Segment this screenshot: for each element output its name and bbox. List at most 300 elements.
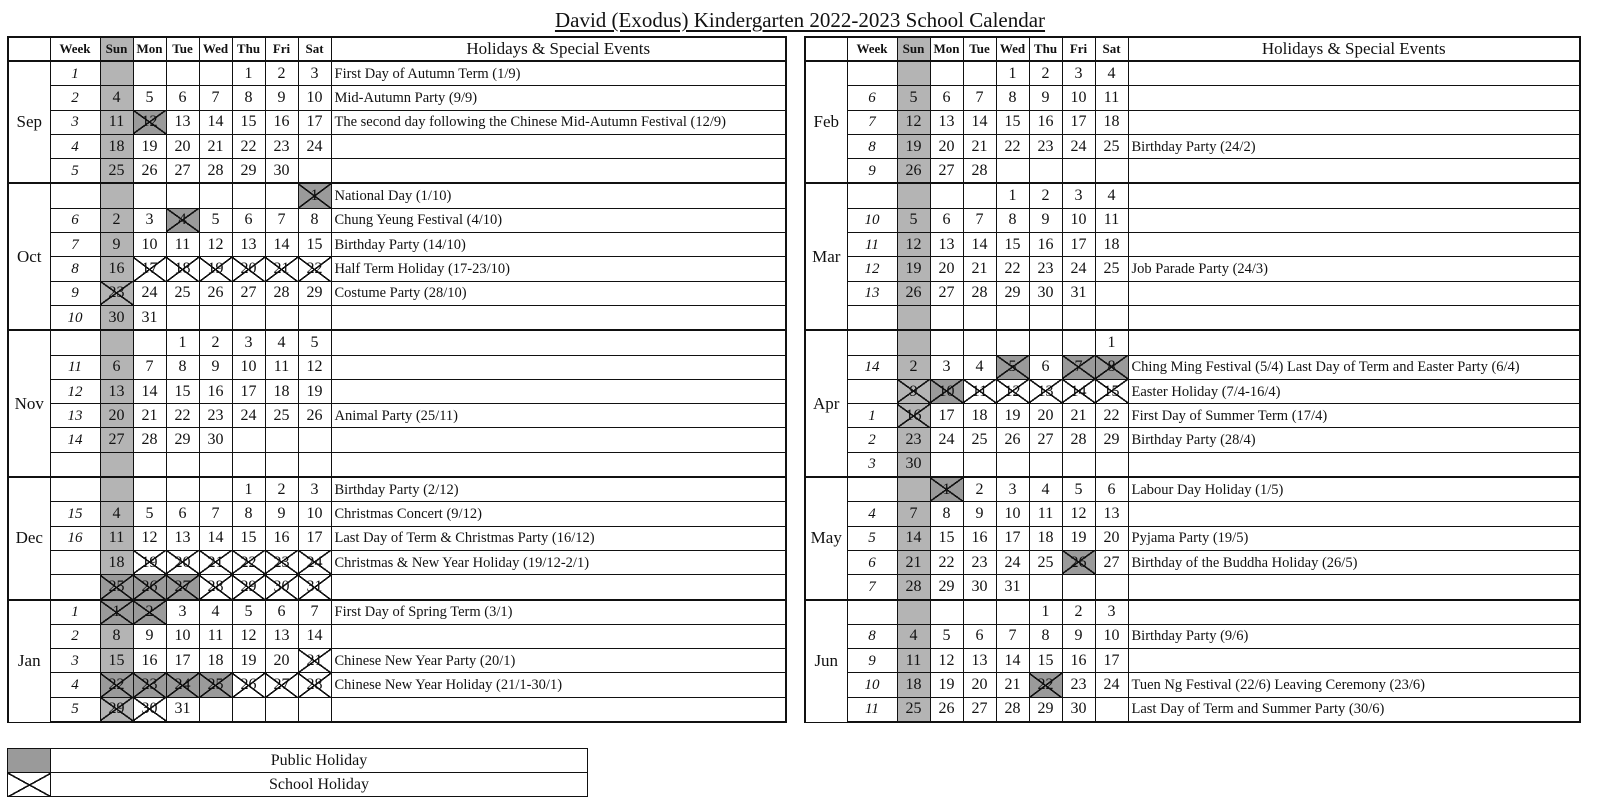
header-day-sat: Sat	[1095, 37, 1128, 61]
day-cell: 20	[100, 404, 133, 428]
day-cell: 9	[265, 86, 298, 110]
day-cell-public-holiday: 22	[100, 673, 133, 697]
day-cell-public-holiday: 1	[930, 477, 963, 502]
day-cell: 16	[963, 526, 996, 550]
empty-day-cell	[298, 305, 331, 330]
empty-day-cell	[100, 452, 133, 477]
empty-day-cell	[930, 183, 963, 208]
day-cell: 5	[897, 86, 930, 110]
day-cell: 6	[1029, 355, 1062, 379]
empty-day-cell	[133, 330, 166, 355]
day-cell: 12	[1062, 502, 1095, 526]
week-row	[805, 649, 1580, 673]
day-cell: 17	[1062, 233, 1095, 257]
event-text	[331, 624, 786, 648]
event-text: First Day of Summer Term (17/4)	[1128, 404, 1580, 428]
day-cell: 7	[298, 600, 331, 625]
empty-day-cell	[166, 61, 199, 86]
week-number	[847, 600, 897, 625]
day-cell-public-holiday: 4	[166, 208, 199, 232]
week-row	[805, 330, 1580, 355]
day-cell: 27	[166, 159, 199, 184]
day-cell: 18	[897, 673, 930, 697]
week-row	[8, 281, 786, 305]
day-cell: 2	[1029, 61, 1062, 86]
day-cell-school-holiday: 26	[232, 673, 265, 697]
day-cell: 22	[166, 404, 199, 428]
day-cell: 8	[232, 502, 265, 526]
header-week: Week	[50, 37, 100, 61]
event-text: Christmas & New Year Holiday (19/12-2/1)	[331, 550, 786, 574]
week-number: 2	[50, 86, 100, 110]
empty-day-cell	[166, 183, 199, 208]
day-cell: 2	[963, 477, 996, 502]
week-row	[805, 379, 1580, 403]
week-row	[805, 355, 1580, 379]
week-number: 14	[847, 355, 897, 379]
day-cell: 9	[1029, 208, 1062, 232]
empty-day-cell	[100, 477, 133, 502]
empty-day-cell	[265, 697, 298, 722]
week-row	[805, 526, 1580, 550]
day-cell: 27	[100, 428, 133, 452]
week-row	[805, 233, 1580, 257]
week-number	[847, 477, 897, 502]
week-number	[847, 61, 897, 86]
day-cell: 3	[133, 208, 166, 232]
week-number: 4	[847, 502, 897, 526]
legend-row-school	[8, 773, 588, 797]
week-row	[805, 502, 1580, 526]
legend-label-public: Public Holiday	[51, 749, 588, 773]
day-cell: 4	[963, 355, 996, 379]
day-cell-public-holiday: 27	[166, 575, 199, 600]
day-cell: 14	[199, 526, 232, 550]
event-text	[331, 379, 786, 403]
week-number: 15	[50, 502, 100, 526]
day-cell: 4	[100, 86, 133, 110]
week-row	[805, 305, 1580, 330]
day-cell: 9	[199, 355, 232, 379]
week-row	[805, 134, 1580, 158]
month-label-sep: Sep	[8, 61, 50, 183]
day-cell: 13	[232, 233, 265, 257]
day-cell: 18	[963, 404, 996, 428]
day-cell-school-holiday: 29	[232, 575, 265, 600]
empty-day-cell	[232, 305, 265, 330]
day-cell: 29	[1095, 428, 1128, 452]
day-cell: 13	[1095, 502, 1128, 526]
empty-day-cell	[963, 305, 996, 330]
day-cell: 5	[897, 208, 930, 232]
event-text	[1128, 208, 1580, 232]
day-cell-public-holiday: 26	[133, 575, 166, 600]
week-row	[8, 355, 786, 379]
day-cell: 16	[265, 526, 298, 550]
day-cell: 10	[298, 502, 331, 526]
day-cell: 12	[199, 233, 232, 257]
month-label-jun: Jun	[805, 600, 847, 722]
day-cell-school-holiday: 27	[265, 673, 298, 697]
day-cell: 29	[232, 159, 265, 184]
day-cell: 24	[298, 134, 331, 158]
day-cell: 23	[1029, 134, 1062, 158]
week-number: 7	[847, 575, 897, 600]
day-cell: 26	[996, 428, 1029, 452]
empty-day-cell	[232, 452, 265, 477]
event-text: Birthday Party (24/2)	[1128, 134, 1580, 158]
day-cell: 13	[265, 624, 298, 648]
day-cell-school-holiday: 15	[1095, 379, 1128, 403]
day-cell: 8	[298, 208, 331, 232]
week-row	[8, 404, 786, 428]
day-cell: 25	[897, 697, 930, 722]
day-cell: 2	[199, 330, 232, 355]
week-number: 9	[847, 159, 897, 184]
calendar-table-right	[804, 36, 1581, 723]
day-cell: 25	[100, 159, 133, 184]
day-cell: 10	[298, 86, 331, 110]
day-cell: 24	[133, 281, 166, 305]
day-cell: 24	[1095, 673, 1128, 697]
week-number: 1	[50, 600, 100, 625]
event-text: Chung Yeung Festival (4/10)	[331, 208, 786, 232]
day-cell: 16	[100, 257, 133, 281]
day-cell: 27	[963, 697, 996, 722]
week-row	[8, 624, 786, 648]
day-cell: 8	[930, 502, 963, 526]
week-number	[50, 183, 100, 208]
empty-day-cell	[897, 477, 930, 502]
empty-day-cell	[1029, 305, 1062, 330]
empty-day-cell	[1095, 305, 1128, 330]
day-cell: 1	[1029, 600, 1062, 625]
week-number: 10	[847, 673, 897, 697]
day-cell: 22	[232, 134, 265, 158]
day-cell: 24	[996, 550, 1029, 574]
empty-day-cell	[930, 61, 963, 86]
empty-day-cell	[897, 183, 930, 208]
day-cell: 25	[963, 428, 996, 452]
week-number	[847, 330, 897, 355]
event-text	[331, 452, 786, 477]
week-row	[8, 208, 786, 232]
empty-day-cell	[897, 305, 930, 330]
week-row	[805, 208, 1580, 232]
day-cell: 6	[1095, 477, 1128, 502]
week-row	[805, 86, 1580, 110]
day-cell: 22	[1095, 404, 1128, 428]
empty-day-cell	[1062, 575, 1095, 600]
week-number: 2	[50, 624, 100, 648]
day-cell: 3	[1062, 61, 1095, 86]
week-number: 3	[847, 452, 897, 477]
event-text: Christmas Concert (9/12)	[331, 502, 786, 526]
day-cell-school-holiday: 20	[166, 550, 199, 574]
legend-row-public	[8, 749, 588, 773]
empty-day-cell	[1095, 281, 1128, 305]
day-cell-public-holiday: 25	[199, 673, 232, 697]
week-number: 4	[50, 134, 100, 158]
empty-day-cell	[1095, 159, 1128, 184]
empty-day-cell	[298, 428, 331, 452]
day-cell: 29	[996, 281, 1029, 305]
day-cell: 31	[133, 305, 166, 330]
week-number: 6	[847, 550, 897, 574]
day-cell: 5	[133, 86, 166, 110]
day-cell: 8	[100, 624, 133, 648]
day-cell: 15	[930, 526, 963, 550]
day-cell: 9	[1062, 624, 1095, 648]
day-cell-school-holiday: 23	[265, 550, 298, 574]
day-cell-school-holiday: 30	[133, 697, 166, 722]
event-text: Last Day of Term and Summer Party (30/6)	[1128, 697, 1580, 722]
day-cell: 30	[897, 452, 930, 477]
header-day-wed: Wed	[199, 37, 232, 61]
day-cell: 27	[232, 281, 265, 305]
week-number: 4	[50, 673, 100, 697]
week-row	[8, 502, 786, 526]
week-row	[805, 452, 1580, 477]
day-cell: 3	[930, 355, 963, 379]
week-row	[8, 159, 786, 184]
day-cell: 15	[166, 379, 199, 403]
day-cell: 6	[963, 624, 996, 648]
day-cell: 26	[298, 404, 331, 428]
day-cell: 11	[265, 355, 298, 379]
day-cell: 1	[996, 183, 1029, 208]
day-cell: 8	[996, 86, 1029, 110]
day-cell: 21	[1062, 404, 1095, 428]
day-cell: 16	[133, 649, 166, 673]
day-cell: 26	[897, 159, 930, 184]
day-cell: 1	[996, 61, 1029, 86]
empty-day-cell	[298, 697, 331, 722]
day-cell: 4	[265, 330, 298, 355]
month-label-apr: Apr	[805, 330, 847, 477]
event-text	[1128, 305, 1580, 330]
week-number: 9	[50, 281, 100, 305]
day-cell: 23	[1062, 673, 1095, 697]
day-cell: 26	[930, 697, 963, 722]
day-cell: 7	[897, 502, 930, 526]
day-cell-school-holiday: 11	[963, 379, 996, 403]
day-cell: 10	[1095, 624, 1128, 648]
week-number: 6	[847, 86, 897, 110]
event-text: Last Day of Term & Christmas Party (16/12)	[331, 526, 786, 550]
legend-label-school: School Holiday	[51, 773, 588, 797]
day-cell-school-holiday: 30	[265, 575, 298, 600]
header-day-mon: Mon	[133, 37, 166, 61]
day-cell-public-holiday: 1	[100, 600, 133, 625]
header-month-blank	[8, 37, 50, 61]
header-day-fri: Fri	[1062, 37, 1095, 61]
day-cell: 2	[1062, 600, 1095, 625]
day-cell: 12	[930, 649, 963, 673]
empty-day-cell	[996, 330, 1029, 355]
day-cell: 10	[996, 502, 1029, 526]
event-text	[1128, 575, 1580, 600]
week-number	[50, 550, 100, 574]
week-row	[8, 305, 786, 330]
week-row	[805, 281, 1580, 305]
day-cell-school-holiday: 13	[1029, 379, 1062, 403]
day-cell: 28	[897, 575, 930, 600]
day-cell: 21	[963, 134, 996, 158]
event-text	[1128, 61, 1580, 86]
day-cell: 7	[133, 355, 166, 379]
day-cell: 23	[963, 550, 996, 574]
empty-day-cell	[133, 183, 166, 208]
day-cell: 29	[166, 428, 199, 452]
week-number: 1	[50, 61, 100, 86]
header-row	[805, 37, 1580, 61]
day-cell: 12	[298, 355, 331, 379]
event-text	[1128, 330, 1580, 355]
event-text: Labour Day Holiday (1/5)	[1128, 477, 1580, 502]
day-cell: 18	[1095, 110, 1128, 134]
school-holiday-swatch	[8, 773, 51, 797]
day-cell: 10	[232, 355, 265, 379]
header-day-sun: Sun	[897, 37, 930, 61]
day-cell: 26	[897, 281, 930, 305]
day-cell: 7	[996, 624, 1029, 648]
day-cell: 18	[199, 649, 232, 673]
day-cell: 31	[166, 697, 199, 722]
week-number: 16	[50, 526, 100, 550]
empty-day-cell	[1029, 159, 1062, 184]
event-text: Chinese New Year Holiday (21/1-30/1)	[331, 673, 786, 697]
day-cell-school-holiday: 21	[298, 649, 331, 673]
event-text	[331, 305, 786, 330]
day-cell: 21	[897, 550, 930, 574]
day-cell: 6	[265, 600, 298, 625]
week-row	[8, 697, 786, 722]
week-row	[8, 649, 786, 673]
day-cell-school-holiday: 24	[298, 550, 331, 574]
day-cell: 27	[1029, 428, 1062, 452]
week-number: 8	[847, 624, 897, 648]
day-cell: 9	[963, 502, 996, 526]
event-text	[1128, 183, 1580, 208]
event-text: The second day following the Chinese Mid-Autumn Festival (12/9)	[331, 110, 786, 134]
day-cell: 4	[100, 502, 133, 526]
empty-day-cell	[100, 330, 133, 355]
event-text: Mid-Autumn Party (9/9)	[331, 86, 786, 110]
month-label-dec: Dec	[8, 477, 50, 599]
week-row	[805, 697, 1580, 722]
day-cell: 31	[996, 575, 1029, 600]
day-cell: 19	[1062, 526, 1095, 550]
header-day-tue: Tue	[963, 37, 996, 61]
week-number: 14	[50, 428, 100, 452]
day-cell: 5	[930, 624, 963, 648]
week-number: 3	[50, 649, 100, 673]
day-cell: 14	[199, 110, 232, 134]
empty-day-cell	[1062, 305, 1095, 330]
week-row	[805, 110, 1580, 134]
header-day-sat: Sat	[298, 37, 331, 61]
week-row	[805, 624, 1580, 648]
empty-day-cell	[100, 61, 133, 86]
day-cell-public-holiday: 5	[996, 355, 1029, 379]
day-cell-school-holiday: 14	[1062, 379, 1095, 403]
empty-day-cell	[166, 477, 199, 502]
event-text: Birthday Party (2/12)	[331, 477, 786, 502]
day-cell: 31	[1062, 281, 1095, 305]
day-cell: 16	[1062, 649, 1095, 673]
day-cell: 7	[265, 208, 298, 232]
day-cell: 28	[963, 281, 996, 305]
header-day-wed: Wed	[996, 37, 1029, 61]
day-cell: 16	[1029, 233, 1062, 257]
week-row	[8, 452, 786, 477]
calendar-table-left	[7, 36, 787, 723]
day-cell: 20	[1095, 526, 1128, 550]
week-row	[8, 477, 786, 502]
empty-day-cell	[930, 305, 963, 330]
day-cell-school-holiday: 19	[133, 550, 166, 574]
day-cell: 20	[930, 257, 963, 281]
day-cell: 14	[298, 624, 331, 648]
day-cell: 10	[1062, 86, 1095, 110]
day-cell: 3	[1095, 600, 1128, 625]
week-number: 5	[847, 526, 897, 550]
event-text: Birthday of the Buddha Holiday (26/5)	[1128, 550, 1580, 574]
day-cell: 17	[1062, 110, 1095, 134]
event-text	[331, 134, 786, 158]
event-text: National Day (1/10)	[331, 183, 786, 208]
event-text	[331, 330, 786, 355]
month-label-nov: Nov	[8, 330, 50, 477]
day-cell: 4	[897, 624, 930, 648]
day-cell-school-holiday: 21	[265, 257, 298, 281]
day-cell: 19	[996, 404, 1029, 428]
day-cell-public-holiday: 7	[1062, 355, 1095, 379]
week-number: 6	[50, 208, 100, 232]
empty-day-cell	[265, 183, 298, 208]
day-cell: 17	[166, 649, 199, 673]
week-row	[8, 61, 786, 86]
day-cell: 26	[199, 281, 232, 305]
day-cell: 13	[963, 649, 996, 673]
header-row	[8, 37, 786, 61]
empty-day-cell	[930, 452, 963, 477]
day-cell: 9	[133, 624, 166, 648]
week-row	[805, 61, 1580, 86]
week-number: 13	[847, 281, 897, 305]
event-text	[1128, 452, 1580, 477]
week-number: 13	[50, 404, 100, 428]
week-number	[50, 330, 100, 355]
day-cell: 15	[298, 233, 331, 257]
day-cell: 1	[232, 477, 265, 502]
day-cell: 17	[298, 526, 331, 550]
week-row	[8, 233, 786, 257]
week-row	[805, 575, 1580, 600]
day-cell: 7	[199, 502, 232, 526]
week-row	[805, 257, 1580, 281]
header-day-thu: Thu	[232, 37, 265, 61]
empty-day-cell	[298, 452, 331, 477]
day-cell: 15	[232, 110, 265, 134]
empty-day-cell	[265, 428, 298, 452]
day-cell: 30	[963, 575, 996, 600]
week-number: 7	[50, 233, 100, 257]
day-cell: 12	[133, 526, 166, 550]
empty-day-cell	[963, 330, 996, 355]
day-cell: 28	[1062, 428, 1095, 452]
